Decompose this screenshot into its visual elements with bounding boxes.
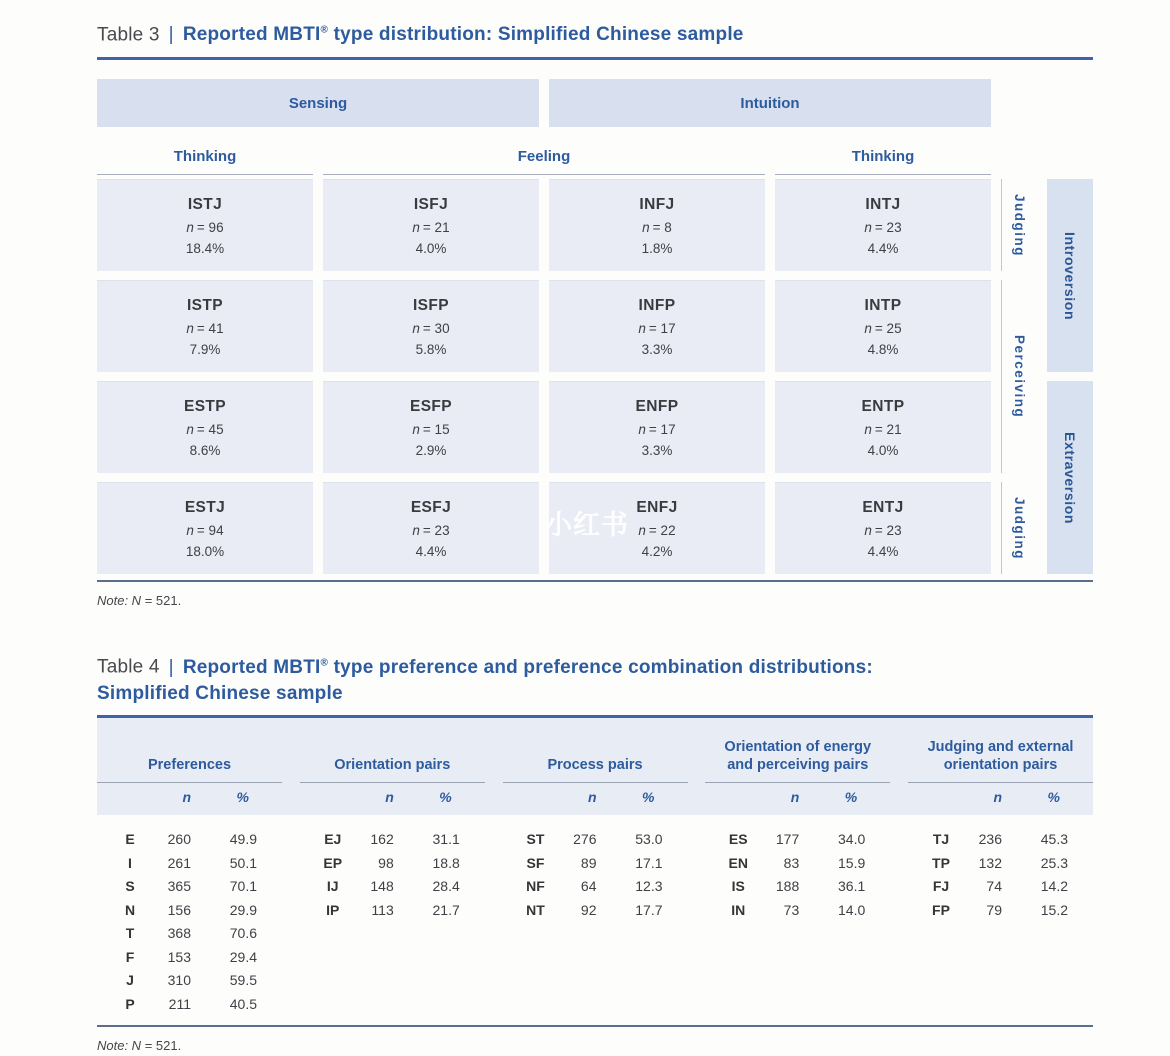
type-count: n = 23: [864, 522, 902, 538]
function-header-thinking-left: Thinking: [97, 141, 313, 175]
type-name: ESFP: [409, 397, 453, 415]
table4-heading-line2: Simplified Chinese sample: [97, 682, 343, 704]
subheader-row: [97, 783, 282, 815]
table3-heading: Reported MBTI® type distribution: Simplified Chinese sample: [182, 24, 744, 46]
type-name: INFJ: [639, 195, 675, 213]
type-count: n = 23: [412, 522, 450, 538]
pct-column-header: %: [1047, 788, 1060, 805]
table3-title: [97, 18, 1093, 48]
type-cell-intp: [775, 280, 991, 372]
type-count: n = 25: [864, 320, 902, 336]
table-row: SF 89 17.1: [526, 854, 663, 871]
type-cell-esfp: [323, 381, 539, 473]
table-row: F 153 29.4: [125, 948, 257, 965]
table-row: IN 73 14.0: [731, 901, 866, 918]
type-percent: 4.4%: [867, 543, 899, 559]
type-name: INFP: [638, 296, 676, 314]
n-column-header: n: [993, 788, 1002, 805]
type-count: n = 15: [412, 421, 450, 437]
type-percent: 4.0%: [415, 240, 447, 256]
table-row: E 260 49.9: [125, 831, 257, 848]
type-cell-estp: [97, 381, 313, 473]
type-percent: 4.8%: [867, 341, 899, 357]
type-name: ISTJ: [187, 195, 223, 213]
type-count: n = 96: [186, 219, 224, 235]
table4-heading: Reported MBTI® type preference and preference combination distributions: Simplified Chinese sample: [97, 657, 1093, 707]
pct-column-header: %: [844, 788, 858, 805]
type-count: n = 21: [864, 421, 902, 437]
n-column-header: n: [790, 788, 800, 805]
group-energy-perceiving-pairs: [705, 718, 890, 1016]
table4-bottom-rule: [97, 1025, 1093, 1027]
type-name: ISFJ: [413, 195, 449, 213]
type-count: n = 23: [864, 219, 902, 235]
registered-mark: ®: [320, 657, 329, 669]
type-name: INTJ: [865, 195, 901, 213]
type-count: n = 45: [186, 421, 224, 437]
type-percent: 4.0%: [867, 442, 899, 458]
function-header-feeling: Feeling: [323, 141, 765, 175]
type-percent: 4.4%: [867, 240, 899, 256]
subheader-row: [705, 783, 890, 815]
type-percent: 4.2%: [641, 543, 673, 559]
pct-column-header: %: [236, 788, 249, 805]
type-count: n = 94: [186, 522, 224, 538]
subheader-row: [300, 783, 485, 815]
table-row: IS 188 36.1: [731, 878, 866, 895]
group-header: Orientation pairs: [334, 756, 451, 773]
side-label-judging-bottom: Judging: [1001, 482, 1037, 574]
group-preferences: [97, 718, 282, 1016]
type-percent: 2.9%: [415, 442, 447, 458]
type-percent: 3.3%: [641, 442, 673, 458]
table-row: NF 64 12.3: [526, 878, 663, 895]
table-row: IJ 148 28.4: [326, 878, 460, 895]
subheader-row: [908, 783, 1093, 815]
type-percent: 8.6%: [189, 442, 221, 458]
table-row: FP 79 15.2: [932, 901, 1068, 918]
table-row: S 365 70.1: [125, 878, 257, 895]
table-row: I 261 50.1: [128, 854, 257, 871]
table-row: NT 92 17.7: [526, 901, 663, 918]
table3-note: Note: N = 521.: [97, 593, 182, 609]
type-cell-entj: [775, 482, 991, 574]
table-row: N 156 29.9: [124, 901, 257, 918]
type-name: INTP: [864, 296, 902, 314]
group-process-pairs: [503, 718, 688, 1016]
type-count: n = 21: [412, 219, 450, 235]
type-percent: 18.0%: [185, 543, 225, 559]
table4-label: Table 4: [97, 656, 160, 678]
type-cell-esfj: [323, 482, 539, 574]
table4-columns: [97, 718, 1093, 1016]
table4-note: Note: N = 521.: [97, 1037, 182, 1053]
mbti-type-grid: [97, 79, 1093, 574]
type-count: n = 41: [186, 320, 224, 336]
type-cell-isfp: [323, 280, 539, 372]
type-percent: 3.3%: [641, 341, 673, 357]
type-cell-infp: [549, 280, 765, 372]
type-name: ENFJ: [636, 498, 678, 516]
table4-title: [97, 650, 1093, 706]
registered-mark: ®: [320, 25, 329, 36]
column-header-intuition: Intuition: [549, 79, 991, 127]
n-column-header: n: [182, 788, 191, 805]
type-cell-estj: [97, 482, 313, 574]
type-count: n = 22: [638, 522, 676, 538]
pct-column-header: %: [642, 788, 655, 805]
n-column-header: n: [587, 788, 597, 805]
type-name: ISTP: [186, 296, 224, 314]
table-row: ST 276 53.0: [526, 831, 663, 848]
subheader-row: [503, 783, 688, 815]
group-orientation-pairs: [300, 718, 485, 1016]
title-divider: |: [168, 656, 174, 678]
type-percent: 18.4%: [185, 240, 225, 256]
title-divider: |: [168, 24, 174, 46]
side-label-perceiving: Perceiving: [1001, 280, 1037, 473]
type-cell-enfp: [549, 381, 765, 473]
table4-section: [97, 650, 1093, 1052]
preference-table: [97, 718, 1093, 1053]
type-cell-isfj: [323, 179, 539, 271]
group-header: Preferences: [147, 756, 232, 773]
group-header: Judging and external orientation pairs: [927, 738, 1074, 773]
type-name: ENTP: [861, 397, 905, 415]
table-row: ES 177 34.0: [728, 831, 866, 848]
table-row: J 310 59.5: [126, 972, 257, 989]
group-header: Orientation of energy and perceiving pairs: [724, 738, 872, 773]
table-row: IP 113 21.7: [326, 901, 460, 918]
pct-column-header: %: [439, 788, 452, 805]
type-name: ESFJ: [410, 498, 452, 516]
type-cell-istj: [97, 179, 313, 271]
type-name: ESTJ: [184, 498, 226, 516]
column-header-sensing: Sensing: [97, 79, 539, 127]
type-count: n = 8: [642, 219, 672, 235]
type-name: ENFP: [635, 397, 679, 415]
table3-label: Table 3: [97, 24, 160, 46]
type-percent: 1.8%: [641, 240, 673, 256]
table3-top-rule: [97, 57, 1093, 60]
type-percent: 5.8%: [415, 341, 447, 357]
type-percent: 4.4%: [415, 543, 447, 559]
type-percent: 7.9%: [189, 341, 221, 357]
type-name: ENTJ: [862, 498, 904, 516]
type-cell-infj: [549, 179, 765, 271]
watermark-logo: 小红书: [545, 510, 629, 540]
type-count: n = 17: [638, 320, 676, 336]
table-row: T 368 70.6: [125, 925, 257, 942]
table-row: TP 132 25.3: [932, 854, 1068, 871]
type-count: n = 30: [412, 320, 450, 336]
type-name: ISFP: [412, 296, 450, 314]
n-column-header: n: [385, 788, 394, 805]
table-row: P 211 40.5: [125, 995, 257, 1012]
type-name: ESTP: [183, 397, 227, 415]
type-cell-entp: [775, 381, 991, 473]
table-row: EJ 162 31.1: [324, 831, 460, 848]
table-row: TJ 236 45.3: [932, 831, 1068, 848]
type-count: n = 17: [638, 421, 676, 437]
side-label-introversion: Introversion: [1047, 179, 1093, 372]
group-header: Process pairs: [547, 756, 643, 773]
type-cell-intj: [775, 179, 991, 271]
group-judging-external-pairs: [908, 718, 1093, 1016]
side-label-judging-top: Judging: [1001, 179, 1037, 271]
table-row: EP 98 18.8: [323, 854, 460, 871]
table-row: FJ 74 14.2: [932, 878, 1068, 895]
side-label-extraversion: Extraversion: [1047, 381, 1093, 574]
function-header-thinking-right: Thinking: [775, 141, 991, 175]
type-cell-istp: [97, 280, 313, 372]
table3-bottom-rule: [97, 580, 1093, 582]
table-row: EN 83 15.9: [728, 854, 866, 871]
